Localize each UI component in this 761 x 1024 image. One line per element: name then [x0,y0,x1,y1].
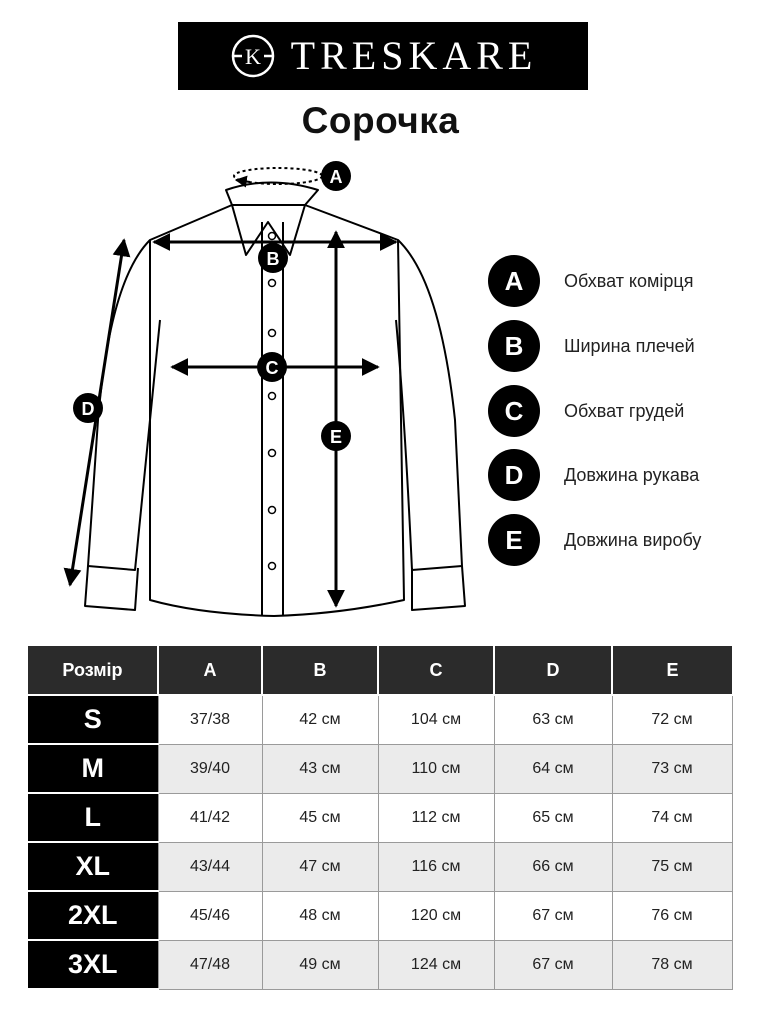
marker-b [258,243,288,273]
cell-a: 47/48 [158,940,262,989]
marker-e [321,421,351,451]
cell-b: 47 см [262,842,378,891]
cell-d: 67 см [494,891,612,940]
size-label: XL [28,842,158,891]
marker-c [257,352,287,382]
cell-c: 104 см [378,695,494,744]
cell-e: 72 см [612,695,732,744]
cell-c: 112 см [378,793,494,842]
legend-badge: B [488,320,540,372]
header-a: A [158,646,262,695]
legend-label: Обхват грудей [564,400,685,421]
brand-header [178,22,588,90]
header-e: E [612,646,732,695]
size-label: M [28,744,158,793]
cell-a: 43/44 [158,842,262,891]
legend-label: Ширина плечей [564,335,695,356]
cell-c: 116 см [378,842,494,891]
cell-a: 45/46 [158,891,262,940]
table-row [28,842,732,891]
cell-d: 66 см [494,842,612,891]
cell-d: 63 см [494,695,612,744]
marker-a [321,161,351,191]
cell-d: 65 см [494,793,612,842]
legend-label: Обхват комірця [564,270,694,291]
table-header-row [28,646,732,695]
legend-item-a [488,255,693,307]
marker-d [73,393,103,423]
page-title: Сорочка [301,100,460,141]
legend-badge: A [488,255,540,307]
svg-text:B: B [266,249,280,269]
cell-a: 41/42 [158,793,262,842]
header-size: Розмір [28,646,158,695]
cell-b: 43 см [262,744,378,793]
legend-item-e [488,514,701,566]
legend-badge: D [488,449,540,501]
cell-e: 74 см [612,793,732,842]
size-label: 3XL [28,940,158,989]
table-row [28,940,732,989]
cell-a: 39/40 [158,744,262,793]
svg-text:A: A [329,167,343,187]
table-row [28,891,732,940]
svg-text:K: K [244,44,261,69]
table-row [28,695,732,744]
table-row [28,744,732,793]
cell-b: 49 см [262,940,378,989]
cell-e: 75 см [612,842,732,891]
size-table [28,646,733,990]
shirt-buttons [269,233,276,570]
header-c: C [378,646,494,695]
legend-badge: C [488,385,540,437]
brand-logo-icon [229,32,277,80]
cell-d: 67 см [494,940,612,989]
header-b: B [262,646,378,695]
svg-text:E: E [329,427,343,447]
cell-e: 73 см [612,744,732,793]
cell-b: 42 см [262,695,378,744]
size-label: S [28,695,158,744]
cell-e: 78 см [612,940,732,989]
size-label: L [28,793,158,842]
cell-c: 120 см [378,891,494,940]
cell-c: 110 см [378,744,494,793]
cell-b: 45 см [262,793,378,842]
svg-text:D: D [81,399,95,419]
legend-item-c [488,385,684,437]
legend-item-b [488,320,695,372]
cell-c: 124 см [378,940,494,989]
legend-badge: E [488,514,540,566]
brand-name: TRESKARE [290,33,538,78]
legend-label: Довжина виробу [564,529,702,550]
legend-label: Довжина рукава [564,464,700,485]
size-label: 2XL [28,891,158,940]
header-d: D [494,646,612,695]
cell-b: 48 см [262,891,378,940]
cell-d: 64 см [494,744,612,793]
svg-text:C: C [265,358,279,378]
legend-item-d [488,449,699,501]
cell-a: 37/38 [158,695,262,744]
table-row [28,793,732,842]
cell-e: 76 см [612,891,732,940]
